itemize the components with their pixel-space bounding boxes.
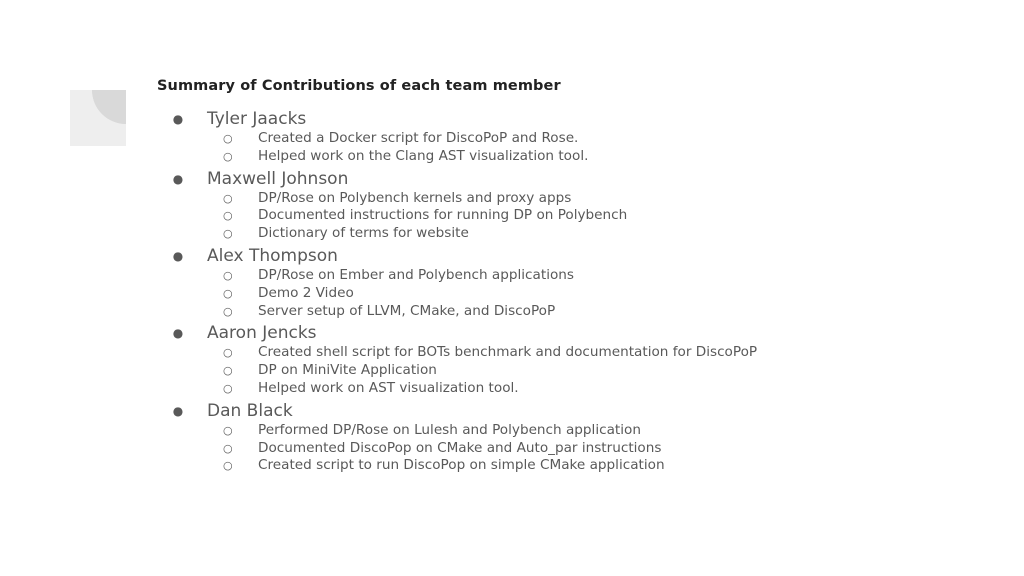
bullet-icon: ● — [172, 326, 184, 341]
hollow-bullet-icon: ○ — [223, 209, 233, 223]
task-text: Helped work on AST visualization tool. — [258, 379, 519, 396]
member-item — [172, 168, 757, 243]
task-item — [207, 380, 757, 398]
task-item — [207, 130, 757, 148]
task-list — [207, 130, 757, 166]
task-list — [207, 422, 757, 475]
task-item — [207, 207, 757, 225]
hollow-bullet-icon: ○ — [223, 459, 233, 473]
task-text: Documented instructions for running DP on Polybench — [258, 207, 628, 224]
task-item — [207, 362, 757, 380]
member-item — [172, 245, 757, 320]
slide-title: Summary of Contributions of each team member — [157, 78, 561, 94]
bullet-icon: ● — [172, 403, 184, 418]
task-text: Demo 2 Video — [258, 284, 354, 301]
member-name: Aaron Jencks — [207, 323, 317, 344]
task-list — [207, 344, 757, 397]
hollow-bullet-icon: ○ — [223, 441, 233, 455]
hollow-bullet-icon: ○ — [223, 227, 233, 241]
member-item — [172, 400, 757, 475]
task-text: Server setup of LLVM, CMake, and DiscoPoP — [258, 302, 556, 319]
hollow-bullet-icon: ○ — [223, 132, 233, 145]
member-item — [172, 322, 757, 397]
task-list — [207, 190, 757, 243]
task-text: DP/Rose on Ember and Polybench applications — [258, 266, 574, 283]
hollow-bullet-icon: ○ — [223, 364, 233, 378]
member-name: Tyler Jaacks — [207, 109, 307, 129]
task-text: DP on MiniVite Application — [258, 362, 437, 379]
task-text: DP/Rose on Polybench kernels and proxy apps — [258, 189, 572, 206]
bullet-icon: ● — [172, 112, 184, 126]
task-text: Dictionary of terms for website — [258, 225, 469, 242]
task-item — [207, 285, 757, 303]
task-text: Helped work on the Clang AST visualization tool. — [258, 147, 589, 164]
task-item — [207, 344, 757, 362]
hollow-bullet-icon: ○ — [223, 423, 233, 437]
bullet-icon: ● — [172, 248, 184, 263]
member-name: Maxwell Johnson — [207, 168, 349, 189]
task-text: Documented DiscoPop on CMake and Auto_par instructions — [258, 439, 662, 456]
task-item — [207, 422, 757, 440]
task-item — [207, 190, 757, 208]
member-row — [172, 108, 757, 130]
hollow-bullet-icon: ○ — [223, 286, 233, 300]
hollow-bullet-icon: ○ — [223, 149, 233, 163]
hollow-bullet-icon: ○ — [223, 304, 233, 318]
task-item — [207, 303, 757, 321]
hollow-bullet-icon: ○ — [223, 268, 233, 282]
member-item — [172, 108, 757, 166]
task-text: Created script to run DiscoPop on simple CMake application — [258, 457, 665, 474]
member-row — [172, 400, 757, 422]
hollow-bullet-icon: ○ — [223, 381, 233, 395]
task-item — [207, 457, 757, 475]
member-name: Dan Black — [207, 400, 293, 421]
task-item — [207, 440, 757, 458]
task-text: Created shell script for BOTs benchmark and documentation for DiscoPoP — [258, 344, 758, 361]
task-text: Performed DP/Rose on Lulesh and Polybench application — [258, 421, 641, 438]
hollow-bullet-icon: ○ — [223, 191, 233, 205]
bullet-icon: ● — [172, 171, 184, 186]
member-row — [172, 245, 757, 267]
member-row — [172, 322, 757, 344]
task-text: Created a Docker script for DiscoPoP and Rose. — [258, 130, 579, 146]
member-name: Alex Thompson — [207, 245, 338, 266]
task-list — [207, 267, 757, 320]
task-item — [207, 225, 757, 243]
task-item — [207, 267, 757, 285]
member-row — [172, 168, 757, 190]
member-list — [172, 108, 757, 477]
decorative-arc-icon — [70, 90, 126, 146]
task-item — [207, 148, 757, 166]
hollow-bullet-icon: ○ — [223, 346, 233, 360]
